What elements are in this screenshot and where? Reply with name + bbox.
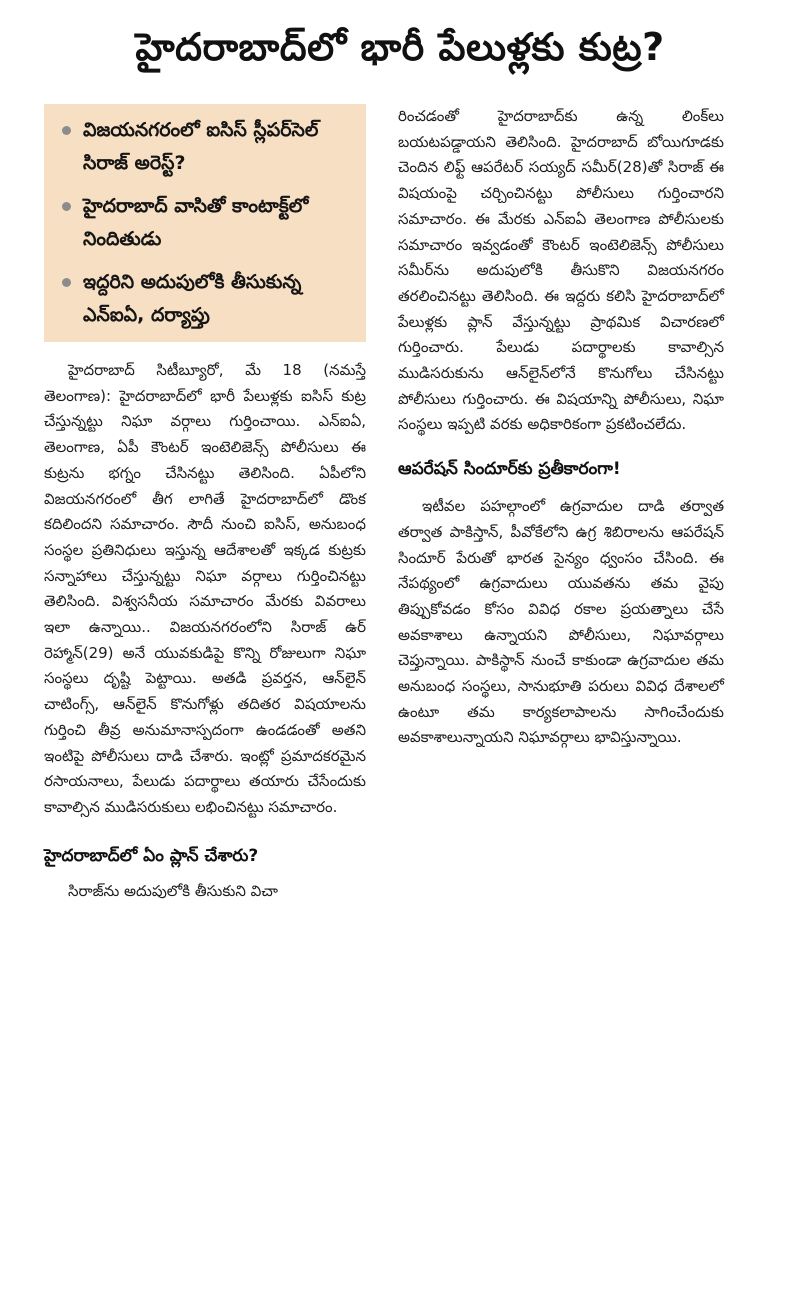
subheading-operation-sindoor: ఆపరేషన్ సిందూర్‌కు ప్రతీకారంగా!: [398, 459, 621, 480]
highlight-text: విజయనగరంలో ఐసిస్ స్లీపర్‌సెల్ సిరాజ్ అరెస్ట్?: [83, 119, 319, 174]
highlight-text: హైదరాబాద్ వాసితో కాంటాక్ట్‌లో నిందితుడు: [83, 195, 309, 250]
highlight-text: ఇద్దరిని అదుపులోకి తీసుకున్న ఎన్ఐఏ, దర్యాప్తు: [83, 271, 302, 326]
bullet-icon: [62, 202, 71, 211]
highlight-item: [56, 266, 354, 332]
bullet-icon: [62, 126, 71, 135]
article-body-right: రించడంతో హైదరాబాద్‌కు ఉన్న లింక్‌లు బయటపడ్డాయని తెలిసింది. హైదరాబాద్ బోయిగూడకు చెందిన లిఫ్ట్ ఆపరేటర్ సయ్యద్ సమీర్(28)తో సిరాజ్ ఈ విషయంపై చర్చించినట్టు పోలీసులు గుర్తించారని సమాచారం. ఈ మేరకు ఎన్ఐఏ తెలంగాణ పోలీసులకు సమాచారం ఇవ్వడంతో కౌంటర్ ఇంటెలిజెన్స్ పోలీసులు సమీర్‌ను అదుపులోకి తీసుకొని విజయనగరం తరలించినట్టు తెలిసింది. ఈ ఇద్దరు కలిసి హైదరాబాద్‌లో పేలుళ్లకు ప్లాన్ వేస్తున్నట్టు ప్రాథమిక విచారణలో గుర్తించారు. పేలుడు పదార్థాలకు కావాల్సిన ముడిసరుకును ఆన్‌లైన్‌లోనే కొనుగోలు చేసినట్టు పోలీసులు గుర్తించారు. ఈ విషయాన్ని పోలీసులు, నిఘా సంస్థలు ఇప్పటి వరకు అధికారికంగా ప్రకటించలేదు.: [398, 107, 724, 434]
bullet-icon: [62, 278, 71, 287]
article-body-left: హైదరాబాద్ సిటీబ్యూరో, మే 18 (నమస్తే తెలంగాణ): హైదరాబాద్‌లో భారీ పేలుళ్లకు ఐసిస్ కుట్ర చేస్తున్నట్టు నిఘా వర్గాలు గుర్తించాయి. ఎన్ఐఏ, తెలంగాణ, ఏపీ కౌంటర్ ఇంటెలిజెన్స్ పోలీసులు ఈ కుట్రను భగ్నం చేసినట్టు తెలిసింది. ఏపీలోని విజయనగరంలో తీగ లాగితే హైదరాబాద్‌లో డొంక కదిలిందని సమాచారం. సౌదీ నుంచి ఐసిస్, అనుబంధ సంస్థల ప్రతినిధులు ఇస్తున్న ఆదేశాలతో ఇక్కడ కుట్రకు సన్నాహాలు చేస్తున్నట్టు నిఘా వర్గాలు గుర్తించినట్టు తెలిసింది. విశ్వసనీయ సమాచారం మేరకు వివరాలు ఇలా ఉన్నాయి.. విజయనగరంలోని సిరాజ్ ఉర్ రెహ్మాన్(29) అనే యువకుడిపై కొన్ని రోజులుగా నిఘా సంస్థలు దృష్టి పెట్టాయి. అతడి ప్రవర్తన, ఆన్‌లైన్ చాటింగ్స్, ఆన్‌లైన్ కొనుగోళ్లు తదితర విషయాలను గుర్తించి తీవ్ర అనుమానాస్పదంగా ఉండడంతో అతని ఇంటిపై పోలీసులు దాడి చేశారు. ఇంట్లో ప్రమాదకరమైన రసాయనాలు, పేలుడు పదార్థాలు తయారు చేసేందుకు కావాల్సిన ముడిసరుకులు లభించినట్టు సమాచారం.: [44, 361, 366, 816]
right-column: [398, 104, 724, 751]
highlight-item: [56, 114, 354, 180]
highlight-item: [56, 190, 354, 256]
headline: హైదరాబాద్‌లో భారీ పేలుళ్లకు కుట్ర?: [135, 25, 665, 69]
article-body-left-tail: సిరాజ్‌ను అదుపులోకి తీసుకుని విచా: [68, 881, 278, 900]
highlights-box: [44, 104, 366, 342]
left-column: [44, 104, 366, 904]
subheading-plan: హైదరాబాద్‌లో ఏం ప్లాన్ చేశారు?: [44, 845, 259, 866]
article-body-right-2: ఇటీవల పహల్గాంలో ఉగ్రవాదుల దాడి తర్వాత తర్వాత పాకిస్తాన్, పీవోకేలోని ఉగ్ర శిబిరాలను ఆపరేషన్ సిందూర్ పేరుతో భారత సైన్యం ధ్వంసం చేసింది. ఈ నేపథ్యంలో ఉగ్రవాదులు యువతను తమ వైపు తిప్పుకోవడం కోసం వివిధ రకాల ప్రయత్నాలు చేసే అవకాశాలు ఉన్నాయని పోలీసులు, నిఘావర్గాలు చెప్తున్నాయి. పాకిస్థాన్ నుంచే కాకుండా ఉగ్రవాదుల తమ అనుబంధ సంస్థలు, సానుభూతి పరులు వివిధ దేశాలలో ఉంటూ తమ కార్యకలాపాలను సాగించేందుకు అవకాశాలున్నాయని నిఘావర్గాలు భావిస్తున్నాయి.: [398, 497, 724, 747]
